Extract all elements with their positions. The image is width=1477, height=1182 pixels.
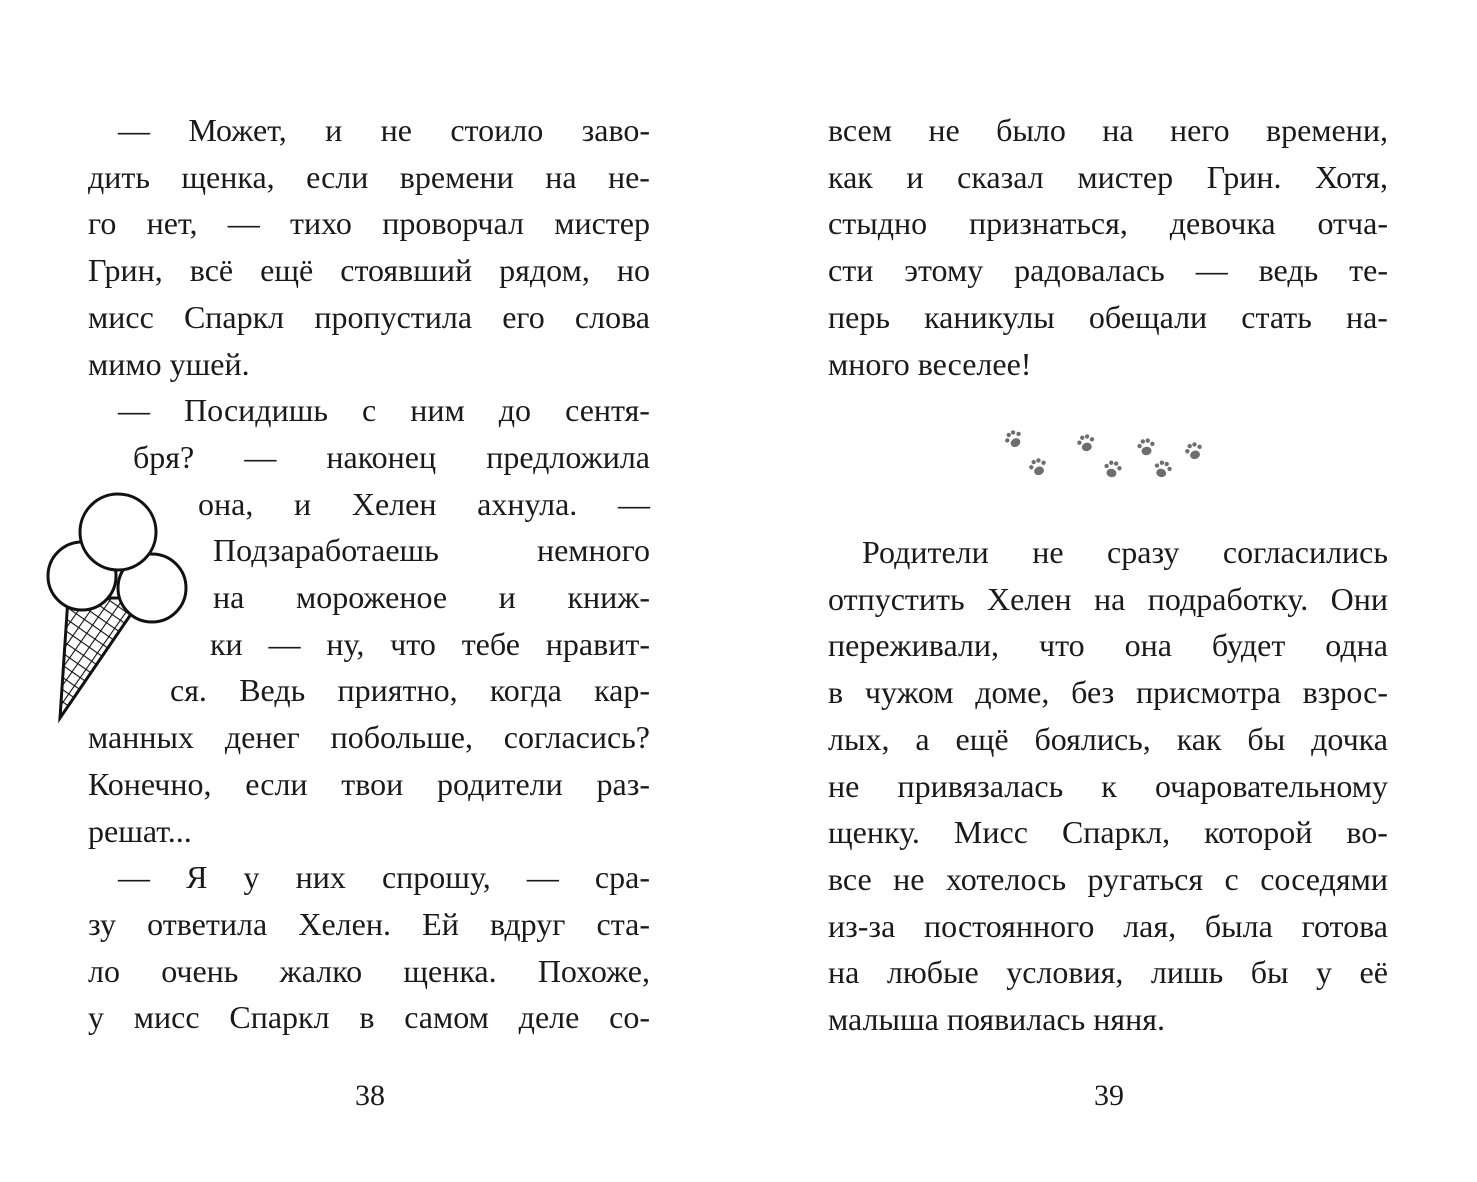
text-line: стыдно признаться, девочка отча- [828, 205, 1388, 242]
paw-print [1183, 440, 1205, 461]
ice-cream-cone-icon [40, 490, 200, 730]
text-line: на мороженое и книж- [213, 579, 650, 615]
text-line: сти этому радовалась — ведь те- [828, 252, 1388, 289]
page-number: 39 [1094, 1079, 1124, 1112]
text-line: — Может, и не стоило заво- [118, 112, 650, 148]
paw-print [1152, 459, 1173, 479]
text-line: — Я у них спрошу, — сра- [118, 859, 650, 896]
text-line: ло очень жалко щенка. Похоже, [88, 952, 650, 989]
text-line: все не хотелось ругаться с соседями [828, 860, 1388, 897]
text-line: всем не было на него времени, [828, 112, 1388, 148]
paw-print [1136, 437, 1156, 456]
text-line: у мисс Спаркл в самом деле со- [88, 999, 650, 1036]
text-line: мимо ушей. [88, 345, 250, 382]
page-number: 38 [355, 1079, 385, 1112]
text-line: го нет, — тихо проворчал мистер [88, 205, 650, 242]
text-line: зу ответила Хелен. Ей вдруг ста- [88, 905, 650, 942]
paw-print [1002, 428, 1025, 450]
right-page [738, 0, 1477, 1182]
text-line: в чужом доме, без присмотра взрос- [828, 674, 1388, 711]
text-line: на любые условия, лишь бы у её [828, 954, 1388, 991]
text-line: дить щенка, если времени на не- [88, 158, 650, 195]
paw-print [1103, 460, 1123, 479]
text-line: мисс Спаркл пропустила его слова [88, 298, 650, 335]
text-line: она, и Хелен ахнула. — [198, 485, 650, 522]
paw-prints-icon [1000, 428, 1220, 488]
text-line: манных денег побольше, согласись? [88, 719, 650, 756]
text-line: ки — ну, что тебе нравит- [210, 625, 650, 662]
text-line: ся. Ведь приятно, когда кар- [170, 672, 650, 709]
text-line: бря? — наконец предложила [133, 438, 650, 475]
text-line: — Посидишь с ним до сентя- [118, 392, 650, 429]
text-line: Родители не сразу согласились [862, 534, 1388, 570]
text-line: Конечно, если твои родители раз- [88, 765, 650, 802]
paw-print [1076, 433, 1097, 453]
text-line: щенку. Мисс Спаркл, которой во- [828, 814, 1388, 851]
left-page [0, 0, 738, 1182]
text-line: много веселее! [828, 345, 1032, 382]
text-line: лых, а ещё боялись, как бы дочка [828, 720, 1388, 757]
text-line: Грин, всё ещё стоявший рядом, но [88, 252, 650, 289]
paw-print [1027, 456, 1049, 477]
text-line: перь каникулы обещали стать на- [828, 298, 1388, 335]
text-line: из-за постоянного лая, была готова [828, 907, 1388, 944]
text-line: малыша появилась няня. [828, 1001, 1165, 1037]
text-line: как и сказал мистер Грин. Хотя, [828, 158, 1388, 195]
text-line: Подзаработаешь немного [213, 532, 650, 569]
text-line: решат... [88, 812, 192, 849]
text-line: переживали, что она будет одна [828, 627, 1388, 664]
text-line: отпустить Хелен на подработку. Они [828, 580, 1388, 617]
text-line: не привязалась к очаровательному [828, 767, 1388, 804]
